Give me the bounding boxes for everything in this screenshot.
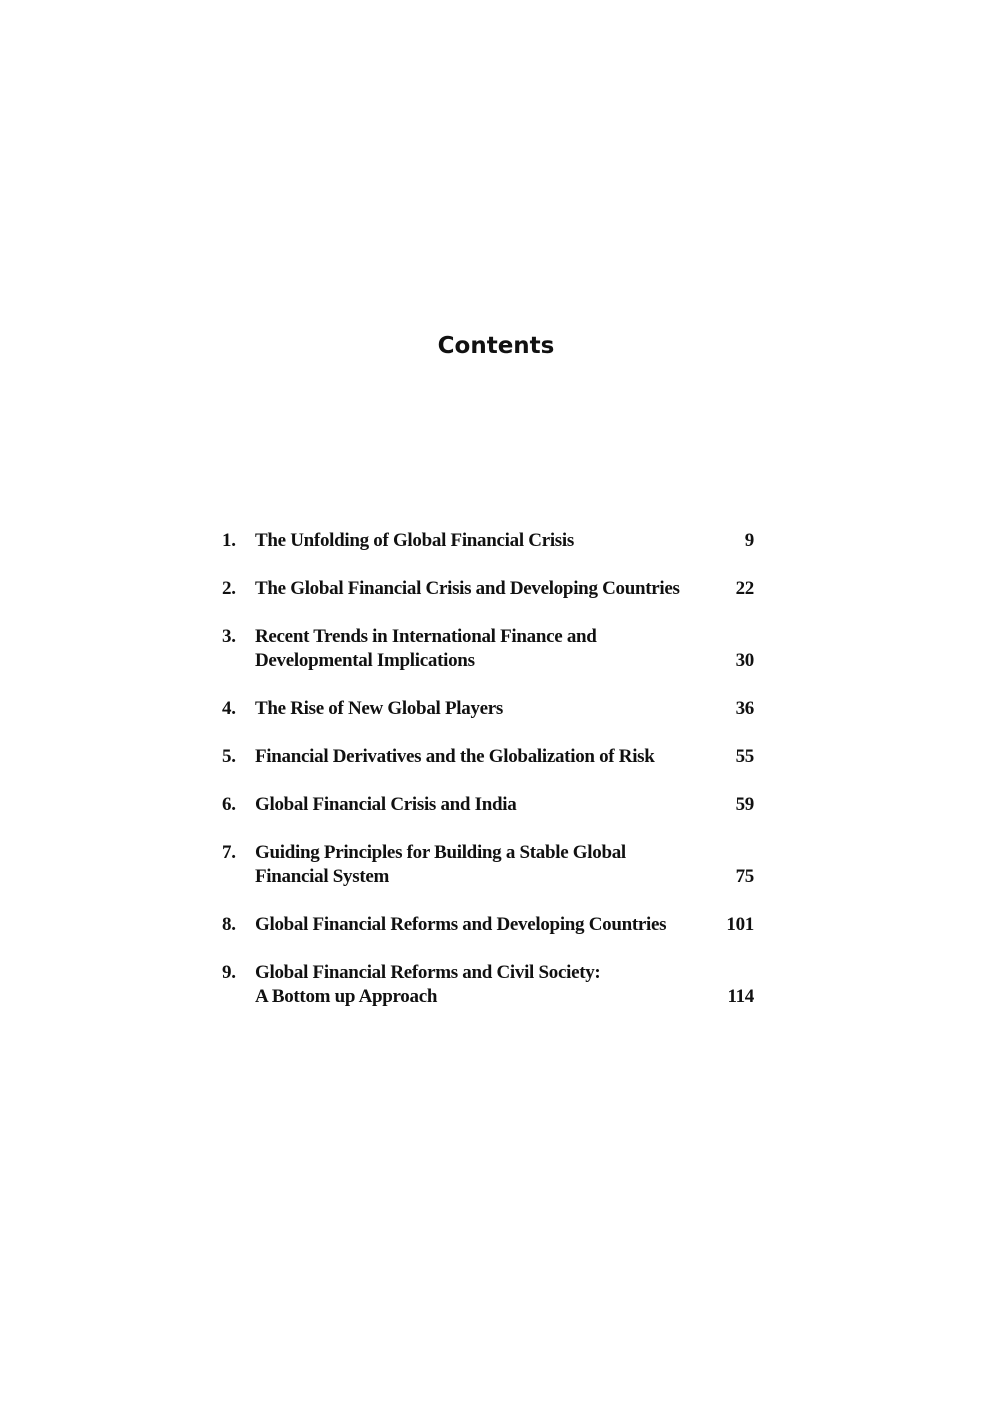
toc-entry[interactable] bbox=[222, 625, 754, 673]
chapter-title bbox=[255, 793, 754, 817]
chapter-title-line: Developmental Implications bbox=[255, 650, 475, 671]
toc-entry[interactable] bbox=[222, 841, 754, 889]
chapter-title bbox=[255, 625, 754, 673]
chapter-number: 5. bbox=[222, 746, 236, 767]
chapter-number: 3. bbox=[222, 626, 236, 647]
chapter-number: 7. bbox=[222, 842, 236, 863]
chapter-title-line: Recent Trends in International Finance and bbox=[255, 626, 597, 647]
chapter-title-line: Global Financial Crisis and India bbox=[255, 794, 517, 815]
chapter-title-line: Guiding Principles for Building a Stable Global bbox=[255, 842, 626, 863]
toc-entry[interactable] bbox=[222, 697, 754, 721]
page-number: 9 bbox=[744, 530, 754, 551]
toc-entry[interactable] bbox=[222, 529, 754, 553]
chapter-number: 9. bbox=[222, 962, 236, 983]
page-number: 22 bbox=[735, 578, 754, 599]
chapter-title bbox=[255, 745, 754, 769]
chapter-number: 2. bbox=[222, 578, 236, 599]
chapter-title bbox=[255, 961, 754, 1009]
toc-entry[interactable] bbox=[222, 961, 754, 1009]
page-number: 59 bbox=[735, 794, 754, 815]
chapter-title-line: A Bottom up Approach bbox=[255, 986, 438, 1007]
page-title: Contents bbox=[437, 333, 555, 359]
toc-entry[interactable] bbox=[222, 913, 754, 937]
chapter-title-line: The Rise of New Global Players bbox=[255, 698, 504, 719]
chapter-title-line: Global Financial Reforms and Developing Countries bbox=[255, 914, 667, 935]
page-number: 36 bbox=[735, 698, 754, 719]
chapter-number: 4. bbox=[222, 698, 236, 719]
chapter-title-line: Financial System bbox=[255, 866, 390, 887]
chapter-number: 6. bbox=[222, 794, 236, 815]
toc-entry[interactable] bbox=[222, 745, 754, 769]
page-number: 75 bbox=[735, 866, 754, 887]
chapter-title bbox=[255, 529, 754, 553]
chapter-number: 1. bbox=[222, 530, 236, 551]
chapter-title-line: The Unfolding of Global Financial Crisis bbox=[255, 530, 574, 551]
page-number: 114 bbox=[727, 986, 754, 1007]
toc-entry[interactable] bbox=[222, 577, 754, 601]
chapter-title bbox=[255, 577, 754, 601]
page-number: 30 bbox=[735, 650, 754, 671]
chapter-title bbox=[255, 697, 754, 721]
page-number: 101 bbox=[726, 914, 754, 935]
chapter-title-line: Financial Derivatives and the Globalization of Risk bbox=[255, 746, 655, 767]
chapter-title bbox=[255, 913, 754, 937]
toc-entry[interactable] bbox=[222, 793, 754, 817]
chapter-title bbox=[255, 841, 754, 889]
chapter-title-line: Global Financial Reforms and Civil Society: bbox=[255, 962, 601, 983]
table-of-contents bbox=[222, 529, 754, 1033]
chapter-number: 8. bbox=[222, 914, 236, 935]
page-number: 55 bbox=[735, 746, 754, 767]
chapter-title-line: The Global Financial Crisis and Developing Countries bbox=[255, 578, 680, 599]
